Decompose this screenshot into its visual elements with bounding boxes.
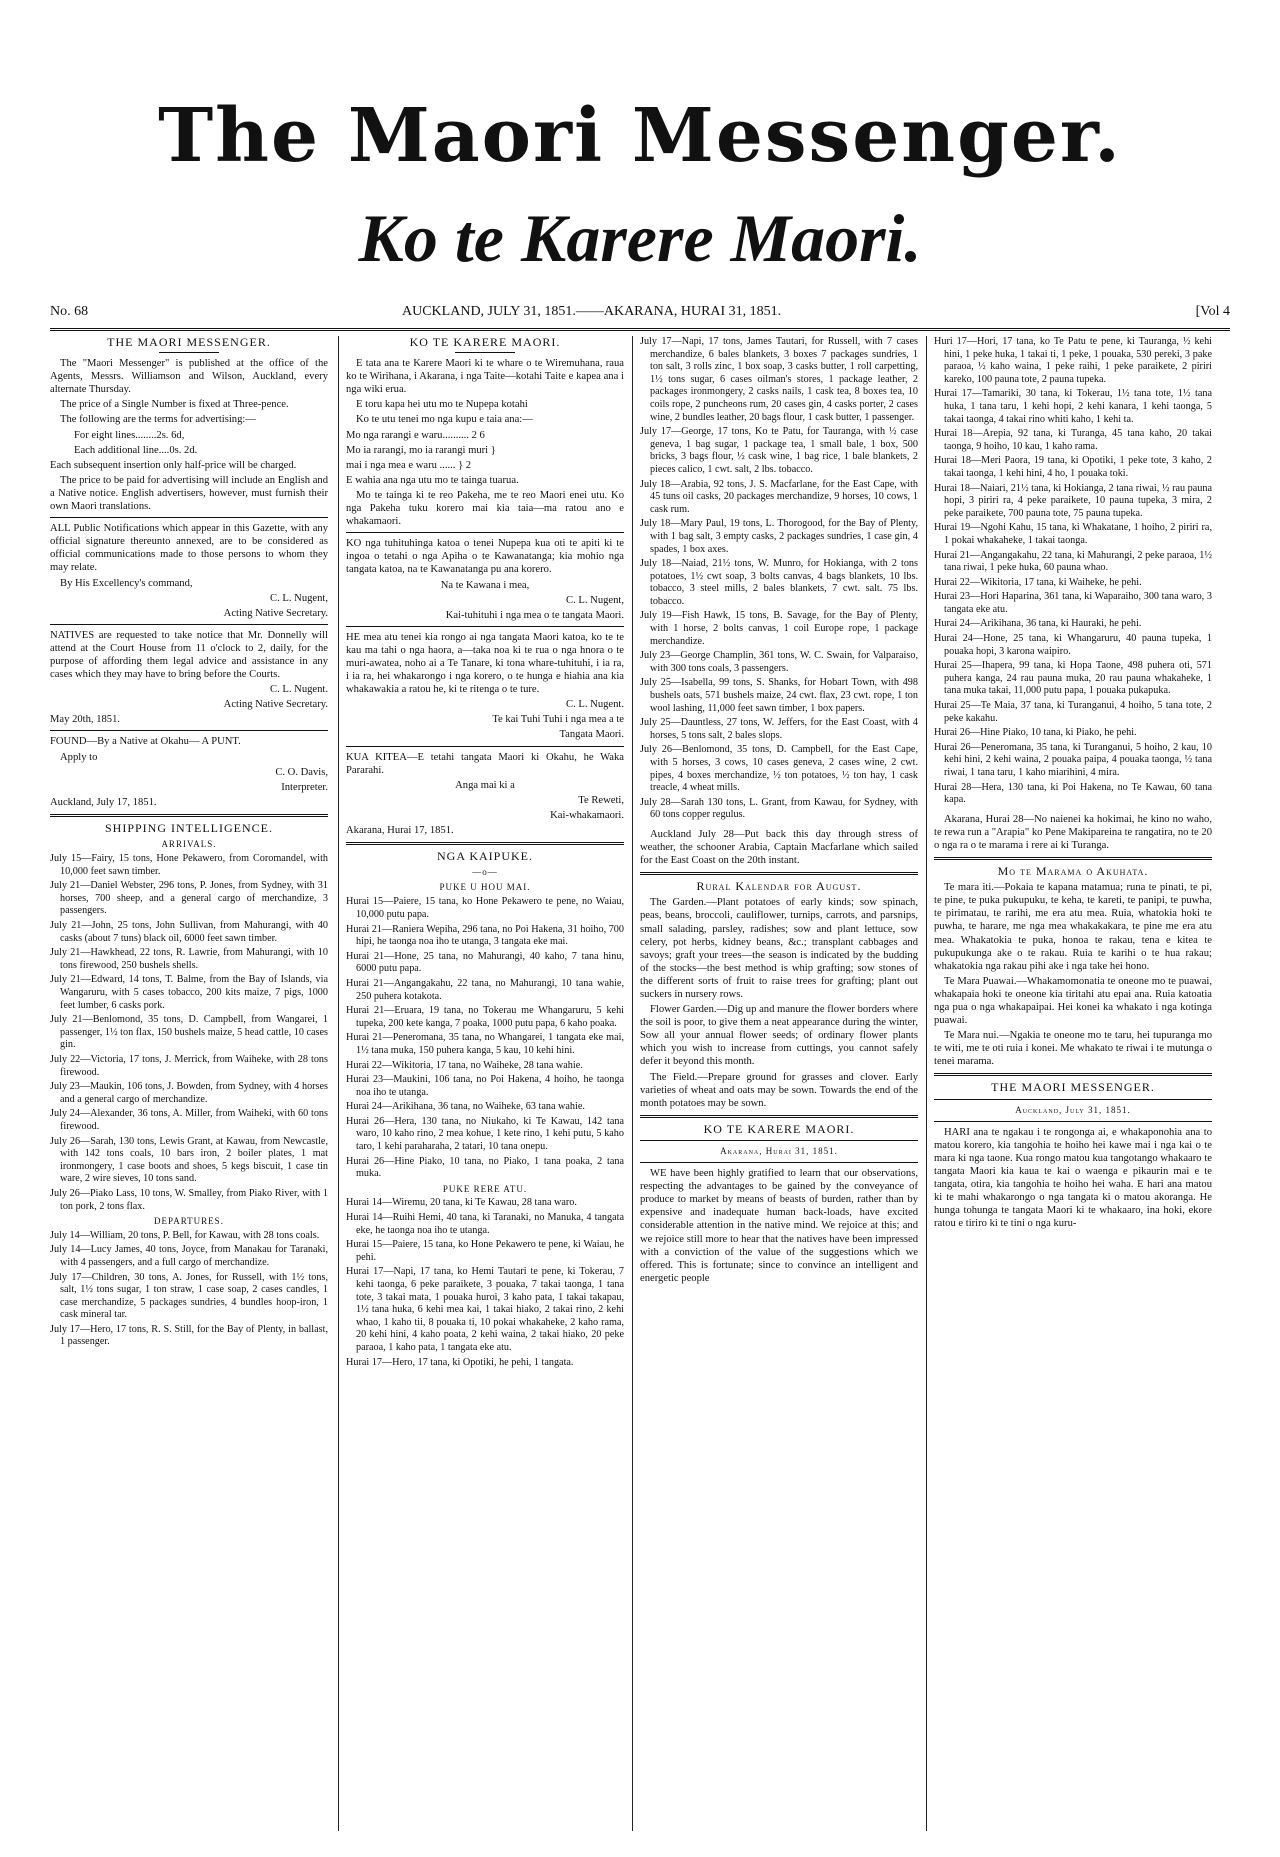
- paragraph: The price of a Single Number is fixed at Three-pence.: [60, 399, 289, 411]
- paragraph: Te Mara Puawai.—Whakamomonatia te oneone mo te puawai, whakapaia hoki te oneone kia tiritahi atu epai ana. Ruia katoatia nga pua o nga whakapaipai. Hei konei ka whakato i nga kotinga puawai.: [934, 975, 1212, 1027]
- signature-role: Acting Native Secretary.: [223, 699, 328, 711]
- shipping-entry: July 25—Dauntless, 27 tons, W. Jeffers, for the East Coast, with 4 horses, 5 tons salt, 2 bales slops.: [640, 717, 918, 741]
- divider: [50, 814, 328, 817]
- shipping-entry: July 21—Daniel Webster, 296 tons, P. Jones, from Sydney, with 31 horses, 700 sheep, and a general cargo of merchandize, 3 passengers.: [50, 880, 328, 917]
- notice-date: May 20th, 1851.: [50, 714, 121, 726]
- signature-name: C. O. Davis,: [275, 766, 328, 778]
- divider: [934, 1073, 1212, 1076]
- shipping-entry: July 24—Alexander, 36 tons, A. Miller, from Waiheki, with 60 tons firewood.: [50, 1108, 328, 1132]
- shipping-entry: July 18—Arabia, 92 tons, J. S. Macfarlane, for the East Cape, with 45 tuns oil casks, 20 packages merchandize, 9 horses, 10 cows, 1 cask rum.: [640, 478, 918, 515]
- section-title: KO TE KARERE MAORI.: [409, 336, 561, 349]
- shipping-entry: July 17—Hero, 17 tons, R. S. Still, for the Bay of Plenty, in ballast, 1 passenger.: [50, 1323, 328, 1348]
- shipping-entry: Hurai 22—Wikitoria, 17 tana, no Waiheke, 28 tana wahie.: [346, 1059, 583, 1071]
- divider: [346, 746, 624, 747]
- shipping-entry: July 28—Sarah 130 tons, L. Grant, from Kawau, for Sydney, with 60 tons copper regulus.: [640, 796, 918, 821]
- news-note: Auckland July 28—Put back this day through stress of weather, the schooner Arabia, Captain Macfarlane which sailed for the East Coast on the 20th instant.: [640, 828, 918, 867]
- signature-role: Kai-whakamaori.: [550, 809, 624, 821]
- shipping-entry: Hurai 26—Hine Piako, 10 tana, ki Piako, he pehi.: [934, 727, 1137, 739]
- column-2: [346, 336, 624, 1831]
- rate-line: Each additional line....0s. 2d.: [74, 444, 198, 456]
- editorial-date: Auckland, July 31, 1851.: [1015, 1104, 1131, 1115]
- shipping-entry: July 26—Sarah, 130 tons, Lewis Grant, at Kawau, from Newcastle, with 142 tons coals, 10 bars iron, 2 boiler plates, 1 mat ironmongery, 1 case boots and shoes, 5 kegs biscuit, 1 case tin ware, 2 wire sieves, 10 tons sand.: [50, 1135, 328, 1185]
- notice-by: Na te Kawana i mea,: [440, 579, 530, 591]
- shipping-entry: Huri 17—Hori, 17 tana, ko Te Patu te pene, ki Tauranga, ½ kehi hini, 1 peke huka, 1 takai ti, 1 peke, 1 pouaka, 530 pereki, 3 pake paraoa, ½ kaho waina, 1 peke raihi, 1 peke paraikete, 2 piriri kareko, 100 pauna tote, 2 pauna tupeka.: [934, 336, 1212, 385]
- column-divider: [926, 336, 927, 1831]
- shipping-entry: July 22—Victoria, 17 tons, J. Merrick, from Waiheke, with 28 tons firewood.: [50, 1054, 328, 1078]
- signature-role: Te kai Tuhi Tuhi i nga mea a te: [492, 714, 624, 726]
- column-3: [640, 336, 918, 1831]
- shipping-entry: July 21—Benlomond, 35 tons, D. Campbell, from Wangarei, 1 passenger, 1½ ton flax, 150 bushels maize, 5 head cattle, 10 cases gin.: [50, 1014, 328, 1051]
- divider: [346, 842, 624, 845]
- shipping-entry: Hurai 19—Ngohi Kahu, 15 tana, ki Whakatane, 1 hoiho, 2 piriri ra, 1 pokai whakaheke, 1 takai taonga.: [934, 522, 1212, 546]
- shipping-entry: July 17—Children, 30 tons, A. Jones, for Russell, with 1½ tons, salt, 1½ tons sugar, 1 ton straw, 1 case soap, 2 cases candles, 1 case merchandize, 5 packages sundries, 4 bundles hoop-iron, 1 cask mineral tar.: [50, 1271, 328, 1321]
- masthead-subtitle: Ko te Karere Maori.: [358, 200, 922, 276]
- section-title: Rural Kalendar for August.: [696, 879, 862, 894]
- shipping-entry: July 21—John, 25 tons, John Sullivan, from Mahurangi, with 40 casks (about 7 tuns) black oil, 6000 feet sawn timber.: [50, 920, 328, 944]
- paragraph: The Garden.—Plant potatoes of early kinds; sow spinach, peas, beans, broccoli, cauliflower, turnips, carrots, and parsnips, small salading, parsley, radishes; sow and plant lettuce, sow celery, pot herbs, kidney beans, &c.; transplant cabbages and savoys; graft your trees—the season is indicated by the budding of the stocks—the best method is whip grafting; sow stones of the different sorts of fruit to raise trees for grafting; plant out suckers in nursery rows.: [640, 897, 918, 1000]
- shipping-entry: Hurai 25—Te Maia, 37 tana, ki Turanganui, 4 hoiho, 5 tana tote, 2 peke kakahu.: [934, 700, 1212, 724]
- divider: [346, 626, 624, 627]
- shipping-entry: Hurai 21—Peneromana, 35 tana, no Whangarei, 1 tangata eke mai, 1½ tana muka, 150 puhera kanga, 5 kau, 10 kehi hini.: [346, 1032, 624, 1056]
- shipping-entry: Hurai 21—Raniera Wepiha, 296 tana, no Poi Hakena, 31 hoiho, 700 hipi, he taonga noa iho te utanga, 3 tangata eke mai.: [346, 923, 624, 948]
- shipping-entry: Hurai 21—Hone, 25 tana, no Mahurangi, 40 kaho, 7 tana hinu, 6000 putu papa.: [346, 950, 624, 975]
- shipping-entry: Hurai 18—Naiari, 21½ tana, ki Hokianga, 2 tana riwai, ½ rau pauna hopi, 3 piriri ra, 4 peke paraikete, 10 pauna tupeka, 3 mira, 2 peke paraikete, 700 pauna tote, 75 pauna tupeka.: [934, 482, 1212, 519]
- notice-apply: Anga mai ki a: [455, 779, 515, 791]
- shipping-entry: Hurai 26—Hine Piako, 10 tana, no Piako, 1 tana poaka, 2 tana muka.: [346, 1155, 624, 1180]
- shipping-entry: Hurai 17—Napi, 17 tana, ko Hemi Tautari te pene, ki Tokerau, 7 kehi taonga, 6 peke paraikete, 3 pouaka, 7 takai taonga, 1 tana tote, 3 takai mata, 1 pouaka huroi, 3 kaho pata, 1 takai takapau, 1½ tana huka, 6 kehi mea kai, 1 takai hiako, 2 takai rino, 2 kehi whao, 1 kaho tii, 8 pouaka ti, 10 pokai whakaheke, 2 kaho rama, 20 kehi hini, 4 kaho poata, 2 kehi waina, 2 takai hiako, 20 peke paraoa, 1 kaho pata, 1 tangata eke atu.: [346, 1266, 624, 1353]
- signature-name: Te Reweti,: [578, 794, 624, 806]
- divider: [934, 1121, 1212, 1122]
- shipping-entry: Hurai 26—Peneromana, 35 tana, ki Turanganui, 5 hoiho, 2 kau, 10 kehi hini, 2 kehi waina, 2 pouaka paipa, 4 pouaka taonga, ½ tana riwai, 1 tana taru, 1 kaho miarihini, 4 mira.: [934, 741, 1212, 778]
- section-title: THE MAORI MESSENGER.: [991, 1080, 1155, 1095]
- shipping-entry: July 19—Fish Hawk, 15 tons, B. Savage, for the Bay of Plenty, with 1 horse, 2 bolts canvas, 1 coil Europe rope, 1 package merchandize.: [640, 610, 918, 647]
- signature-role: Interpreter.: [281, 781, 328, 793]
- notice-text: KUA KITEA—E tetahi tangata Maori ki Okahu, he Waka Pararahi.: [346, 751, 624, 776]
- short-rule: [455, 352, 515, 353]
- rate-line: mai i nga mea e waru ...... } 2: [346, 459, 472, 471]
- signature-role: Tangata Maori.: [559, 729, 624, 741]
- subsection-title: DEPARTURES.: [154, 1216, 224, 1227]
- shipping-entry: Hurai 26—Hera, 130 tana, no Niukaho, ki Te Kawau, 142 tana waro, 10 kaho rino, 2 mea kohue, 1 kete rino, 1 kehi putu, 5 kaho taro, 1 kehi paraharaha, 2 tatari, 10 tana onepu.: [346, 1115, 624, 1153]
- signature-name: C. L. Nugent,: [270, 592, 328, 604]
- shipping-entry: July 26—Piako Lass, 10 tons, W. Smalley, from Piako River, with 1 ton pork, 2 tons flax.: [50, 1187, 328, 1212]
- divider: [934, 857, 1212, 860]
- divider: [50, 517, 328, 518]
- shipping-entry: Hurai 15—Paiere, 15 tana, ko Hone Pekawero te pene, ki Waiau, he pehi.: [346, 1239, 624, 1263]
- shipping-entry: Hurai 21—Angangakahu, 22 tana, ki Mahurangi, 2 peke paraoa, 1½ tana riwai, 1 peke huka, 60 pauna whao.: [934, 549, 1212, 574]
- signature-role: Acting Native Secretary.: [223, 607, 328, 619]
- short-rule: [159, 352, 219, 353]
- notice-by: By His Excellency's command,: [60, 577, 193, 589]
- paragraph: The following are the terms for advertising:—: [60, 414, 256, 426]
- divider: [50, 624, 328, 625]
- divider: [50, 730, 328, 731]
- shipping-entry: Hurai 28—Hera, 130 tana, ki Poi Hakena, no Te Kawau, 60 tana kapa.: [934, 781, 1212, 806]
- shipping-entry: Hurai 21—Eruara, 19 tana, no Tokerau me Whangaruru, 5 kehi tupeka, 200 kete kanga, 7 poaka, 1000 putu papa, 6 kaho poaka.: [346, 1005, 624, 1029]
- signature-name: C. L. Nugent,: [566, 594, 624, 606]
- section-separator: —o—: [472, 867, 498, 878]
- section-title: Mo te Marama o Akuhata.: [997, 864, 1149, 879]
- shipping-entry: July 17—George, 17 tons, Ko te Patu, for Tauranga, with ½ case geneva, 1 bag sugar, 1 package tea, 1 small bale, 1 box, 500 bricks, 3 bags flour, ½ cask wine, 1 bag rice, 1 bale blankets, 2 pieces calico, 1 cwt. salt, 2 lbs. tobacco.: [640, 426, 918, 475]
- paragraph: E toru kapa hei utu mo te Nupepa kotahi: [356, 399, 528, 411]
- shipping-entry: Hurai 24—Hone, 25 tana, ki Whangaruru, 40 pauna tupeka, 1 pouaka hopi, 3 karona waipiro.: [934, 633, 1212, 657]
- section-title: KO TE KARERE MAORI.: [703, 1121, 855, 1136]
- paragraph: The price to be paid for advertising will include an English and a Native notice. English advertisers, however, must furnish their own Maori translations.: [50, 474, 328, 513]
- shipping-entry: July 17—Napi, 17 tons, James Tautari, for Russell, with 7 cases merchandize, 6 bales blankets, 3 boxes 7 packages sundries, 1 ton salt, 3 rolls zinc, 1 box soap, 3 casks butter, 1 roll carpetting, 1½ tons sugar, 6 cases oilman's stores, 1 package leather, 2 packages ironmongery, 2 casks nails, 1 cask tea, 8 boxes tea, 10 coils rope, 2 puncheons rum, 20 cases gin, 4 casks porter, 2 cases wine, 2 bundles leather, 20 bags flour, 1 cask butter, 1 passenger.: [640, 336, 918, 423]
- masthead-title: The Maori Messenger.: [158, 93, 1122, 179]
- column-divider: [632, 336, 633, 1831]
- shipping-entry: Hurai 18—Meri Paora, 19 tana, ki Opotiki, 1 peke tote, 3 kaho, 2 takai taonga, 1 kehi hini, 4 ho, 1 pouaka toki.: [934, 455, 1212, 479]
- shipping-entry: Hurai 22—Wikitoria, 17 tana, ki Waiheke, he pehi.: [934, 576, 1142, 588]
- signature-role: Kai-tuhituhi i nga mea o te tangata Maori.: [445, 609, 624, 621]
- issue-date: AUCKLAND, JULY 31, 1851.——AKARANA, HURAI 31, 1851.: [402, 304, 782, 319]
- shipping-entry: Hurai 18—Arepia, 92 tana, ki Turanga, 45 tana kaho, 20 takai taonga, 9 hoiho, 10 kau, 1 kaho rama.: [934, 428, 1212, 452]
- editorial-text: HARI ana te ngakau i te rongonga ai, e whakaponohia ana to matou korero, kia tangohia te hoiho hei kawe mai i nga kai o te mara ki nga taone. Kua rongo matou kua tangotango whakaaro te tangata Maori kia kaua te kai o waenga e pikaurin mai e te tangata, otira, kia tangohia te hoiho hei waha. E hari ana matou ki te mahi whakarongo o nga tangata ki o matou akoranga. He hunga tohunga te tangata Maori ki te whakaaro, ina hoki, ekore ratou e tiriro ki te tini o nga kuru-: [934, 1126, 1212, 1230]
- shipping-entry: Hurai 14—Ruihi Hemi, 40 tana, ki Taranaki, no Manuka, 4 tangata eke, he taonga noa iho te utanga.: [346, 1212, 624, 1236]
- divider: [346, 532, 624, 533]
- editorial-text: WE have been highly gratified to learn that our observations, respecting the advantages to be gained by the conveyance of produce to market by means of beasts of burden, rather than by expensive and inadequate human back-loads, have excited considerable attention in the native mind. We rejoice at this; and we rejoice still more to hear that the natives have been impressed with a conviction of the value of the suggestions which we offered. This is fortunate; since to convince an intelligent and energetic people: [640, 1168, 918, 1284]
- shipping-entry: Hurai 14—Wiremu, 20 tana, ki Te Kawau, 28 tana waro.: [346, 1197, 577, 1209]
- notice-text: FOUND—By a Native at Okahu— A PUNT.: [50, 736, 241, 748]
- notice-date: Akarana, Hurai 17, 1851.: [346, 825, 454, 836]
- paragraph: Te mara iti.—Pokaia te kapana matamua; runa te pinati, te pi, te pine, te puka pukupuku, te keha, te kareti, te panipi, te puwha, te pirimatau, te rarihi, me era atu mea. Ruia, whatokia hoki te puwha, te harare, me nga mea whakakakara, te pine me era atu mea. Whakatokia te puka, honoa te rakau, tena e kitea te pukupukunga ake o te rakau. Ruia te karihi o te hua rakau; whakatokia nga rakau pihi ake i nga take hei hono.: [934, 882, 1212, 972]
- paragraph: The Field.—Prepare ground for grasses and clover. Early varieties of wheat and oats may be sown. Towards the end of the month potatoes may be sown.: [640, 1071, 918, 1109]
- paragraph: Each subsequent insertion only half-price will be charged.: [50, 459, 297, 471]
- shipping-entry: Hurai 25—Ihapera, 99 tana, ki Hopa Taone, 498 puhera oti, 571 puhera kanga, 24 rau pauna muka, 20 rau pauna whakaheke, 1 tana muka takai, 11,000 putu papa, 1 pouaka pukapuka.: [934, 660, 1212, 697]
- shipping-entry: July 14—William, 20 tons, P. Bell, for Kawau, with 28 tons coals.: [50, 1229, 320, 1241]
- notice-apply: Apply to: [60, 751, 98, 763]
- issue-number: No. 68: [50, 304, 89, 319]
- divider: [640, 1140, 918, 1141]
- shipping-entry: Hurai 24—Arikihana, 36 tana, no Waiheke, 63 tana wahie.: [346, 1101, 585, 1113]
- shipping-entry: July 26—Benlomond, 35 tons, D. Campbell, for the East Cape, with 5 horses, 3 cows, 10 cases geneva, 2 cases wine, 2 cwt. pipes, 4 boxes merchandize, ½ ton potatoes, ½ ton hay, 1 cask treacle, 4 wheat mills.: [640, 744, 918, 794]
- notice-text: NATIVES are requested to take notice that Mr. Donnelly will attend at the Court House from 11 o'clock to 2, daily, for the purpose of affording them legal advice and assistance in any cases which they may have to bring before the Courts.: [50, 629, 328, 681]
- divider: [640, 1115, 918, 1118]
- subsection-title: ARRIVALS.: [161, 839, 217, 849]
- notice-text: ALL Public Notifications which appear in this Gazette, with any official signature thereunto annexed, are to be considered as official communications made to those persons to whom they may relate.: [50, 523, 328, 574]
- signature-name: C. L. Nugent.: [566, 699, 624, 711]
- paragraph: E tata ana te Karere Maori ki te whare o te Wiremuhana, raua ko te Wirihana, i Akarana, i nga Taite—kotahi Taite e kapea ana i nga wiki erua.: [346, 358, 624, 396]
- divider: [640, 872, 918, 875]
- shipping-entry: Hurai 23—Maukini, 106 tana, no Poi Hakena, 4 hoiho, he taonga noa iho te utanga.: [346, 1074, 624, 1098]
- news-note: Akarana, Hurai 28—No naienei ka hokimai, he kino no waho, te rewa run a "Arapia" ko Pene Makipareina te rangatira, no te 20 o nga ra o te marama i rere ai ki Turanga.: [934, 813, 1212, 851]
- column-1: [50, 336, 328, 1831]
- paragraph: Te Mara nui.—Ngakia te oneone mo te taru, hei tupuranga mo te witi, me te oti ruia i konei. Me whakato te riwai i te mutunga o tenei marama.: [934, 1030, 1212, 1068]
- divider: [934, 1099, 1212, 1100]
- shipping-entry: July 15—Fairy, 15 tons, Hone Pekawero, from Coromandel, with 10,000 feet sawn timber.: [50, 853, 328, 877]
- paragraph: Mo te tainga ki te reo Pakeha, me te reo Maori enei utu. Ko nga Pakeha tuku korero mai kia taia—ma ratou ano e whakamaori.: [346, 489, 624, 528]
- notice-text: HE mea atu tenei kia rongo ai nga tangata Maori katoa, ko te te kau ma tahi o nga haora, a—taka noa ki te rua o nga hnora o te muri-awatea, noho ai a Te Tanare, ki tona whare-tuhituhi, i ia ra, i ia ra, hei whakarongo i nga korero, o te hunga e hiahia ana kia whakawakia a ratou he, ki te ritenga o te ture.: [346, 631, 624, 696]
- subsection-title: PUKE U HOU MAI.: [439, 882, 531, 893]
- shipping-entry: July 23—George Champlin, 361 tons, W. C. Swain, for Valparaiso, with 300 tons coals, 3 passengers.: [640, 650, 918, 674]
- paragraph: Ko te utu tenei mo nga kupu e taia ana:—: [356, 414, 533, 426]
- paragraph: The "Maori Messenger" is published at the office of the Agents, Messrs. Williamson and Wilson, Auckland, every alternate Thursday.: [50, 358, 328, 396]
- notice-date: Auckland, July 17, 1851.: [50, 796, 157, 808]
- shipping-entry: July 18—Mary Paul, 19 tons, L. Thorogood, for the Bay of Plenty, with 1 bag salt, 3 empty casks, 2 packages sundries, 1 case gin, 4 spades, 1 box axes.: [640, 518, 918, 555]
- shipping-entry: Hurai 17—Hero, 17 tana, ki Opotiki, he pehi, 1 tangata.: [346, 1356, 574, 1368]
- rate-line: Mo ia rarangi, mo ia rarangi muri }: [346, 444, 496, 456]
- shipping-entry: Hurai 23—Hori Haparina, 361 tana, ki Waparaiho, 300 tana waro, 3 tangata eke atu.: [934, 591, 1212, 615]
- divider: [640, 1162, 918, 1163]
- shipping-entry: Hurai 15—Paiere, 15 tana, ko Hone Pekawero te pene, no Waiau, 10,000 putu papa.: [346, 896, 624, 920]
- shipping-entry: July 25—Isabella, 99 tons, S. Shanks, for Hobart Town, with 498 bushels oats, 571 bushels maize, 24 cwt. flax, 23 cwt. rope, 1 ton wool lashing, 11,000 feet sawn timber, 1 box papers.: [640, 677, 918, 714]
- shipping-entry: July 18—Naiad, 21½ tons, W. Munro, for Hokianga, with 2 tons potatoes, 1½ cwt soap, 3 bolts canvas, 4 bags blankets, 10 lbs. tobacco, 3 steel mills, 2 bales blankets, 7 cwt. salt. 75 lbs. tobacco.: [640, 558, 918, 607]
- shipping-entry: July 21—Edward, 14 tons, T. Balme, from the Bay of Islands, via Wangaruru, with 5 cases tobacco, 200 kits maize, 7 pigs, 1000 feet lumber, 6 casks pork.: [50, 974, 328, 1011]
- shipping-entry: Hurai 21—Angangakahu, 22 tana, no Mahurangi, 10 tana wahie, 250 puhera kotakota.: [346, 977, 624, 1002]
- shipping-entry: July 21—Hawkhead, 22 tons, R. Lawrie, from Mahurangi, with 10 tons firewood, 250 bushels shells.: [50, 947, 328, 971]
- section-title: NGA KAIPUKE.: [437, 849, 533, 864]
- column-divider: [338, 336, 339, 1831]
- shipping-entry: July 14—Lucy James, 40 tons, Joyce, from Manakau for Taranaki, with 4 passengers, and a full cargo of merchandize.: [50, 1244, 328, 1268]
- shipping-entry: July 23—Maukin, 106 tons, J. Bowden, from Sydney, with 4 horses and a general cargo of merchandize.: [50, 1081, 328, 1105]
- rate-line: For eight lines........2s. 6d,: [74, 429, 185, 441]
- notice-text: KO nga tuhituhinga katoa o tenei Nupepa kua oti te apiti ki te ingoa o tetahi o nga Apiha o te Kawanatanga; kia mohio nga tangata katoa, na te Kawanatanga pu ana korero.: [346, 538, 624, 576]
- shipping-entry: Hurai 24—Arikihana, 36 tana, ki Hauraki, he pehi.: [934, 618, 1142, 630]
- section-title: SHIPPING INTELLIGENCE.: [105, 820, 273, 835]
- signature-name: C. L. Nugent.: [270, 684, 328, 696]
- subsection-title: PUKE RERE ATU.: [442, 1183, 528, 1194]
- paragraph: Flower Garden.—Dig up and manure the flower borders where the soil is poor, to give them a neat appearance during the winter, Sow all your annual flower seeds; of ordinary flower plants which you wish to increase from cuttings, you cannot safely defer it beyond this month.: [640, 1004, 918, 1068]
- section-title: THE MAORI MESSENGER.: [107, 336, 271, 349]
- shipping-entry: Hurai 17—Tamariki, 30 tana, ki Tokerau, 1½ tana tote, 1½ tana huka, 1 tana taru, 1 kehi hopi, 2 kehi kanara, 1 kehi taonga, 5 takai taonga, 4 takai rino whiti kaho, 1 kehi ta.: [934, 388, 1212, 425]
- editorial-date: Akarana, Hurai 31, 1851.: [720, 1145, 838, 1156]
- issue-line: [50, 300, 1230, 324]
- masthead-rule: [50, 328, 1230, 331]
- column-4: [934, 336, 1212, 1831]
- paragraph: E wahia ana nga utu mo te tainga tuarua.: [346, 474, 519, 486]
- volume-number: [Vol 4: [1195, 304, 1230, 319]
- rate-line: Mo nga rarangi e waru.......... 2 6: [346, 429, 485, 441]
